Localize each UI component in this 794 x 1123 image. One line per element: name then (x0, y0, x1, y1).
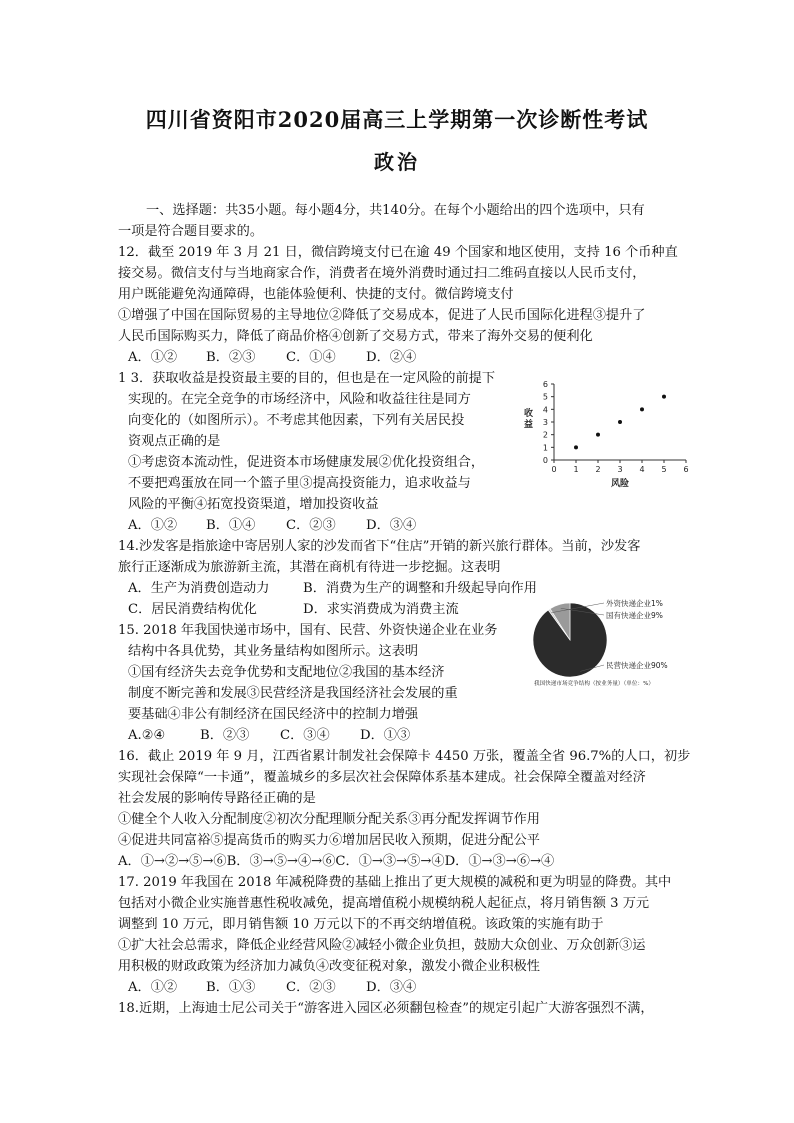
instructions-line: 一、选择题：共35小题。每小题4分，共140分。在每个小题给出的四个选项中，只有 (146, 203, 645, 218)
y-tick-label: 4 (542, 405, 548, 415)
pie-slice-label: 民营快递企业90% (606, 661, 668, 670)
y-tick-label: 2 (542, 430, 548, 440)
q16-stem-line: 实现社会保障“一卡通”，覆盖城乡的多层次社会保障体系基本建成。社会保障全覆盖对经济 (118, 770, 646, 785)
q15-statement-line: 制度不断完善和发展③民营经济是我国经济社会发展的重 (128, 686, 458, 701)
q14-stem-line: 14.沙发客是指旅途中寄居别人家的沙发而省下“住店”开销的新兴旅行群体。当前，沙发客 (118, 539, 641, 554)
y-tick-label: 5 (542, 392, 548, 402)
x-tick-label: 4 (639, 465, 645, 474)
q12-options (128, 347, 416, 368)
x-tick-label: 5 (661, 465, 667, 474)
option-a: A．①② (128, 980, 178, 995)
q13-statement-line: ①考虑资本流动性，促进资本市场健康发展②优化投资组合， (128, 455, 485, 470)
q15-statement-line: ①国有经济失去竞争优势和支配地位②我国的基本经济 (128, 665, 445, 680)
q15-stem-line: 15. 2018 年我国快递市场中，国有、民营、外资快递企业在业务 (118, 623, 498, 638)
q16-statement-line: ①健全个人收入分配制度②初次分配理顺分配关系③再分配发挥调节作用 (118, 812, 540, 827)
q18-stem-line: 18.近期，上海迪士尼公司关于“游客进入园区必须翻包检查”的规定引起广大游客强烈不满， (118, 1001, 654, 1016)
q15-options (128, 725, 410, 746)
q16-statement-line: ④促进共同富裕⑤提高货币的购买力⑥增加居民收入预期，促进分配公平 (118, 833, 540, 848)
exam-subject: 政治 (374, 150, 420, 174)
q14-options (128, 578, 537, 599)
risk-return-scatter-chart (516, 374, 696, 490)
q17-options (128, 977, 416, 998)
pie-slice-label: 外资快递企业1% (606, 599, 663, 608)
option-d: D．求实消费成为消费主流 (303, 602, 459, 617)
y-tick-label: 0 (542, 456, 548, 465)
x-axis-label: 风险 (610, 479, 630, 489)
q17-stem-line: 17. 2019 年我国在 2018 年减税降费的基础上推出了更大规模的减税和更为明显的降费。其中 (118, 875, 672, 890)
option-c: C．①④ (286, 350, 336, 365)
option-b: B．②③ (200, 728, 250, 743)
option-a: A.②④ (128, 728, 166, 743)
x-tick-label: 2 (595, 465, 601, 474)
express-market-pie-chart (530, 594, 716, 688)
instructions-line: 一项是符合题目要求的。 (118, 224, 264, 239)
pie-slice-label: 国有快递企业9% (606, 611, 663, 620)
q13-stem-line: 资观点正确的是 (128, 434, 221, 449)
option-a: A．①② (128, 518, 178, 533)
q13-options (128, 515, 416, 536)
q15-statement-line: 要基础④非公有制经济在国民经济中的控制力增强 (128, 707, 419, 722)
option-c: C．②③ (286, 980, 336, 995)
x-tick-label: 3 (617, 465, 623, 474)
q12-stem-line: 用户既能避免沟通障碍，也能体验便利、快捷的支付。微信跨境支付 (118, 287, 514, 302)
exam-title: 四川省资阳市2020届高三上学期第一次诊断性考试 (145, 107, 649, 132)
q17-stem-line: 包括对小微企业实施普惠性税收减免，提高增值税小规模纳税人起征点，将月销售额 3 万元 (118, 896, 650, 911)
q12-statement-line: ①增强了中国在国际贸易的主导地位②降低了交易成本，促进了人民币国际化进程③提升了 (118, 308, 646, 323)
q13-statement-line: 风险的平衡④拓宽投资渠道，增加投资收益 (128, 497, 379, 512)
x-tick-label: 6 (683, 465, 689, 474)
q12-stem-line: 接交易。微信支付与当地商家合作，消费者在境外消费时通过扫二维码直接以人民币支付， (118, 266, 646, 281)
q17-statement-line: ①扩大社会总需求，降低企业经营风险②减轻小微企业负担，鼓励大众创业、万众创新③运 (118, 938, 646, 953)
option-b: B．①③ (206, 980, 256, 995)
y-tick-label: 6 (542, 380, 548, 389)
q13-stem-line: 1 3．获取收益是投资最主要的目的，但也是在一定风险的前提下 (118, 371, 496, 386)
option-a: A．生产为消费创造动力 (128, 581, 270, 596)
q13-statement-line: 不要把鸡蛋放在同一个篮子里③提高投资能力，追求收益与 (128, 476, 471, 491)
data-point (662, 395, 666, 399)
q16-stem-line: 16．截止 2019 年 9 月，江西省累计制发社会保障卡 4450 万张，覆盖全省 96.7%的人口，初步 (118, 749, 691, 764)
q12-stem-line: 12．截至 2019 年 3 月 21 日，微信跨境支付已在逾 49 个国家和地区使用，支持 16 个币种直 (118, 245, 678, 260)
q17-statement-line: 用积极的财政政策为经济加力减负④改变征税对象，激发小微企业积极性 (118, 959, 540, 974)
option-d: D．③④ (366, 518, 417, 533)
option-b: B．消费为生产的调整和升级起导向作用 (303, 581, 537, 596)
q12-statement-line: 人民币国际购买力，降低了商品价格④创新了交易方式，带来了海外交易的便利化 (118, 329, 593, 344)
q13-stem-line: 实现的。在完全竞争的市场经济中，风险和收益往往是同方 (128, 392, 471, 407)
y-tick-label: 1 (542, 443, 548, 453)
q15-stem-line: 结构中各具优势，其业务量结构如图所示。这表明 (128, 644, 419, 659)
data-point (618, 420, 622, 424)
pie-caption: 我国快递市场竞争结构（按业务量）（单位：%） (534, 681, 654, 687)
option-a: A．①② (128, 350, 178, 365)
option-b: B．①④ (206, 518, 256, 533)
q14-options (128, 599, 459, 620)
q16-options: A．①→②→⑤→⑥B．③→⑤→④→⑥C．①→③→⑤→④D．①→③→⑥→④ (118, 854, 555, 869)
q17-stem-line: 调整到 10 万元，即月销售额 10 万元以下的不再交纳增值税。该政策的实施有助于 (118, 917, 604, 932)
option-d: D．②④ (366, 350, 417, 365)
x-tick-label: 1 (573, 465, 579, 474)
data-point (596, 433, 600, 437)
data-point (640, 407, 644, 411)
q14-stem-line: 旅行正逐渐成为旅游新主流，其潜在商机有待进一步挖掘。这表明 (118, 560, 501, 575)
q16-stem-line: 社会发展的影响传导路径正确的是 (118, 791, 316, 806)
option-d: D．③④ (366, 980, 417, 995)
option-b: B．②③ (206, 350, 256, 365)
option-d: D．①③ (360, 728, 411, 743)
q13-stem-line: 向变化的（如图所示）。不考虑其他因素，下列有关居民投 (128, 413, 465, 428)
option-c: C．②③ (286, 518, 336, 533)
y-axis-label: 收益 (524, 409, 534, 430)
y-tick-label: 3 (542, 418, 548, 427)
x-tick-label: 0 (551, 465, 557, 474)
option-c: C．③④ (280, 728, 330, 743)
data-point (574, 445, 578, 449)
option-c: C．居民消费结构优化 (128, 602, 257, 617)
